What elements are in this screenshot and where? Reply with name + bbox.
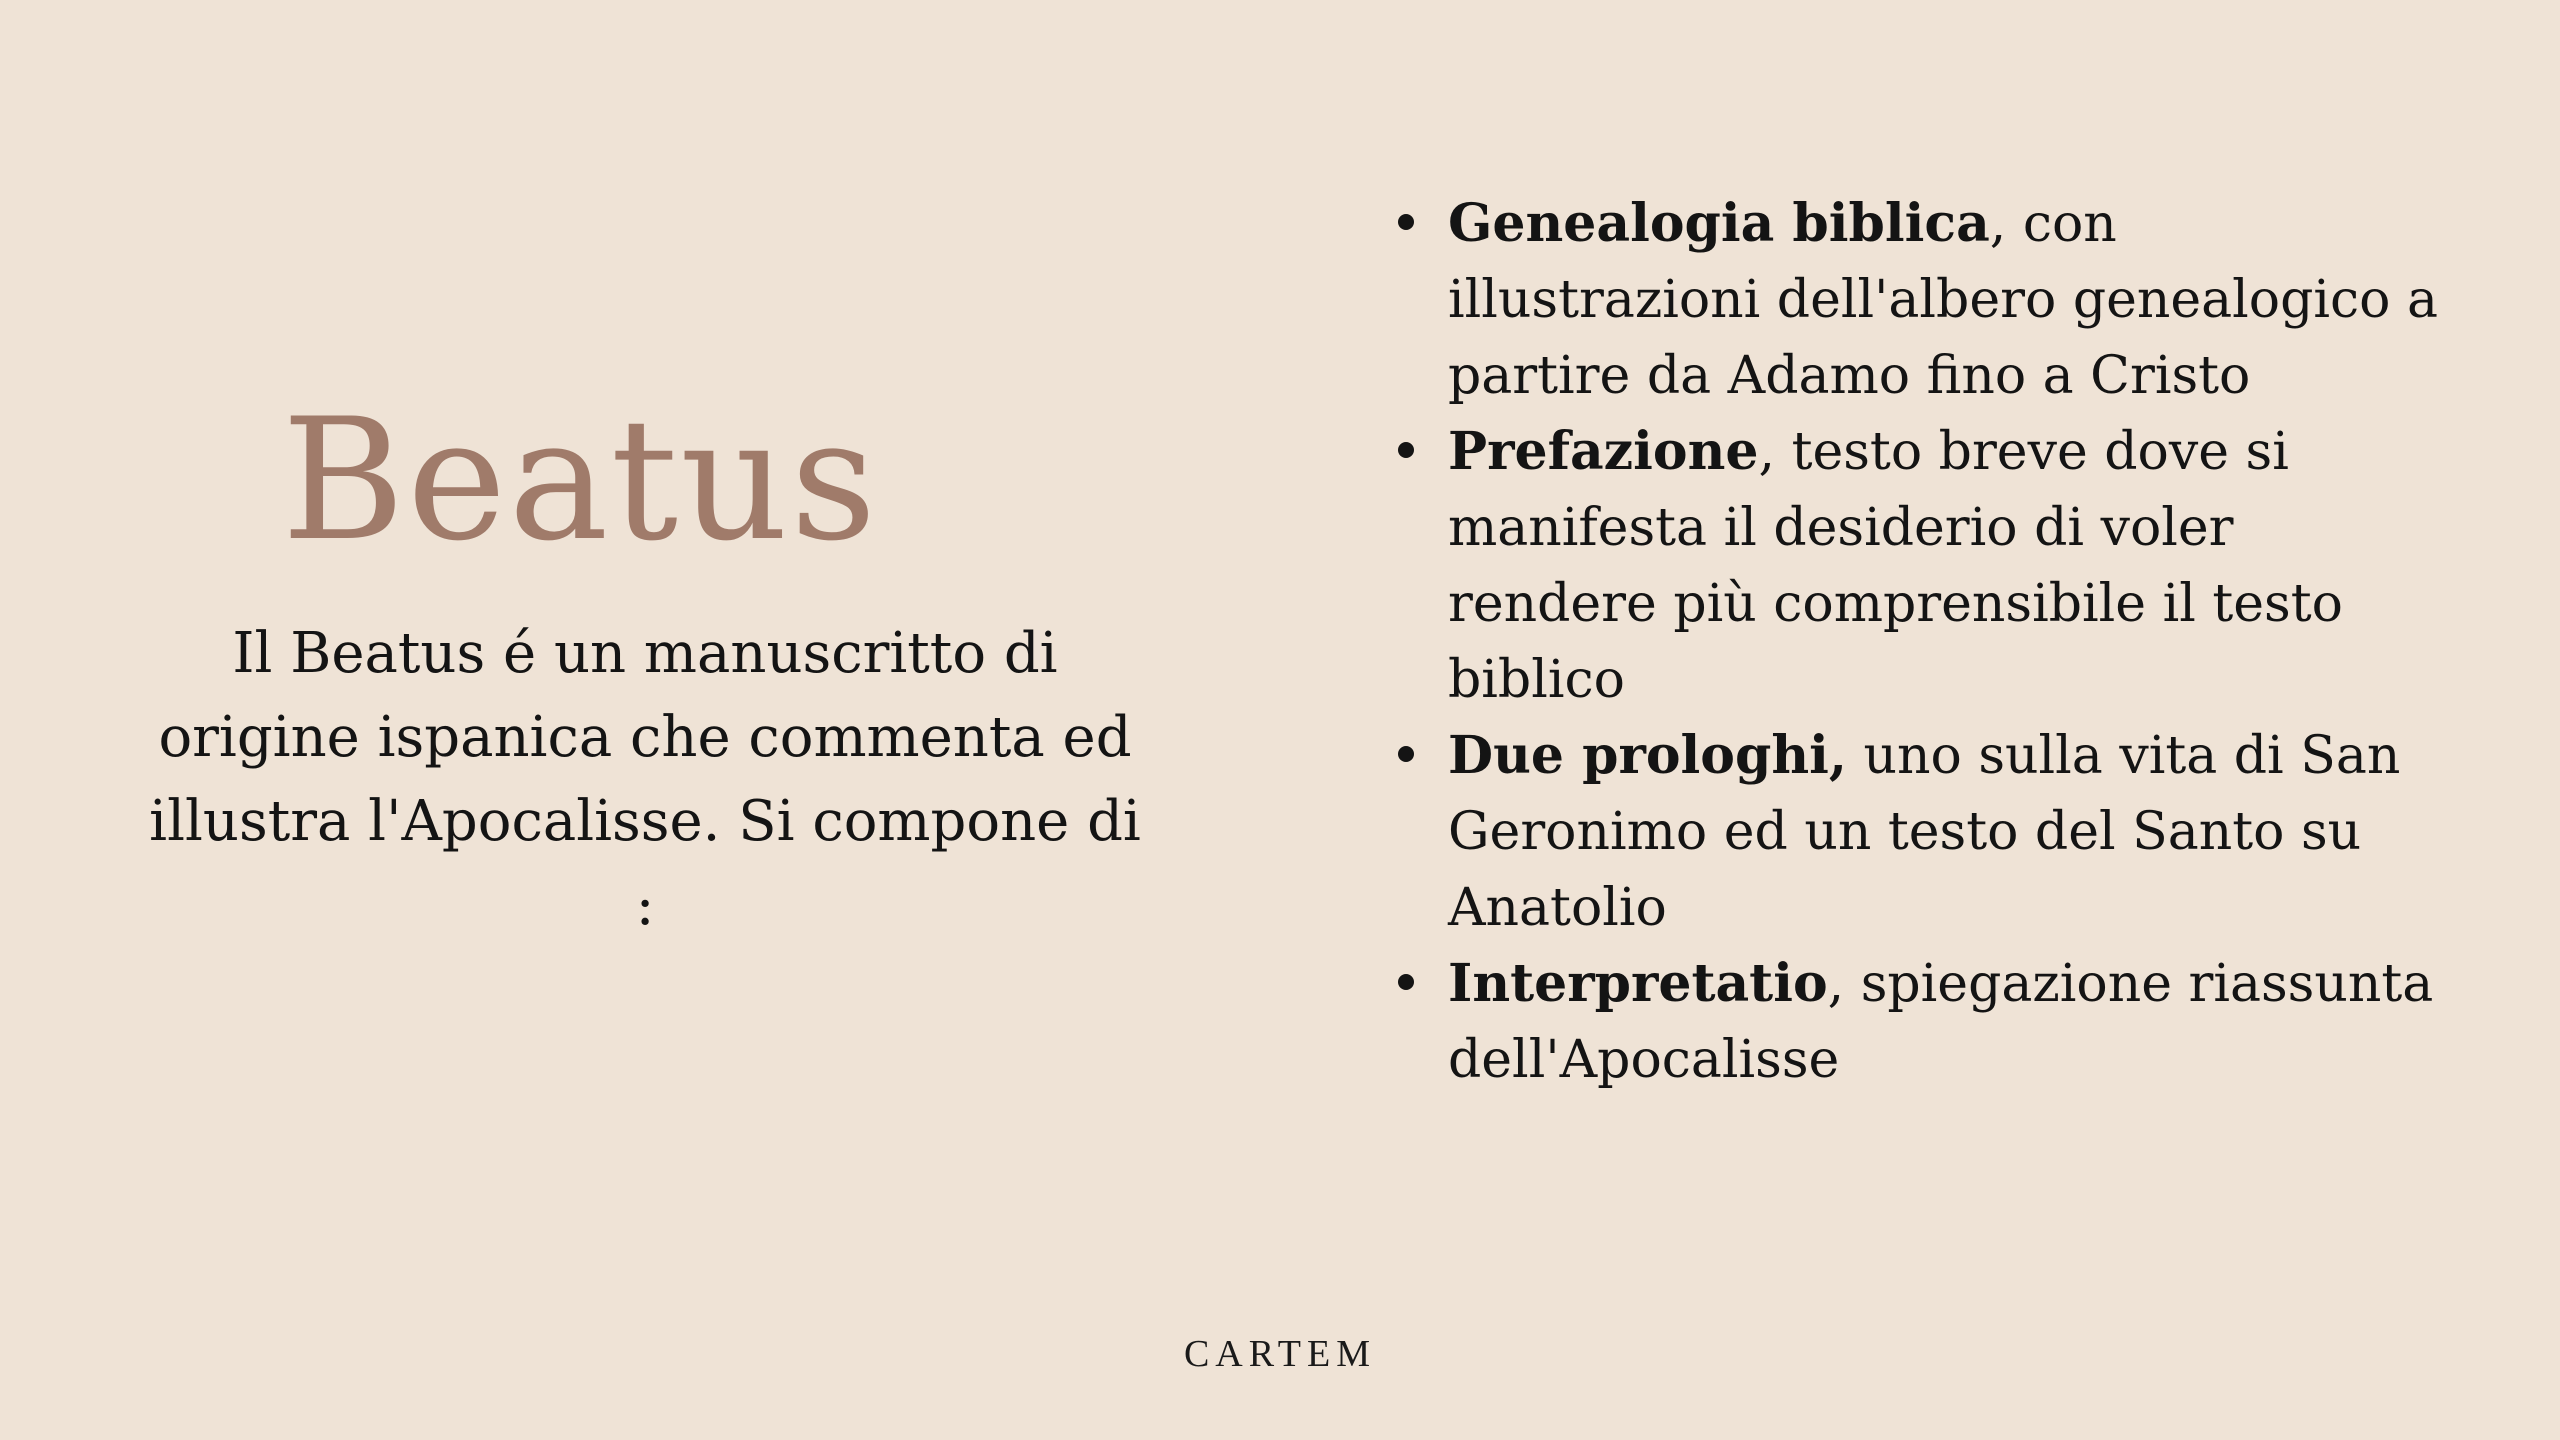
list-item-description: uno sulla vita di San Geronimo ed un testo del Santo su Anatolio xyxy=(1448,726,2401,938)
list-item xyxy=(1390,414,2440,718)
bullet-icon xyxy=(1398,442,1414,458)
bullet-icon xyxy=(1398,214,1414,230)
list-item-term: Interpretatio xyxy=(1448,953,1828,1014)
components-list xyxy=(1390,186,2440,1098)
bullet-icon xyxy=(1398,974,1414,990)
slide-title: Beatus xyxy=(281,382,879,578)
list-item-term: Genealogia biblica xyxy=(1448,193,1990,254)
list-item-description: , con illustrazioni dell'albero genealogico a partire da Adamo fino a Cristo xyxy=(1448,194,2438,406)
list-item-description: , testo breve dove si manifesta il desiderio di voler rendere più comprensibile il testo biblico xyxy=(1448,422,2343,710)
list-item xyxy=(1390,186,2440,414)
list-item-term: Due prologhi, xyxy=(1448,725,1847,786)
list-item xyxy=(1390,946,2440,1098)
list-item-description: , spiegazione riassunta dell'Apocalisse xyxy=(1448,954,2434,1090)
list-item xyxy=(1390,718,2440,946)
bullet-icon xyxy=(1398,746,1414,762)
list-item-term: Prefazione xyxy=(1448,421,1759,482)
intro-paragraph: Il Beatus é un manuscritto di origine ispanica che commenta ed illustra l'Apocalisse. Si compone di : xyxy=(149,621,1141,938)
footer-brand: CARTEM xyxy=(1183,1333,1377,1375)
